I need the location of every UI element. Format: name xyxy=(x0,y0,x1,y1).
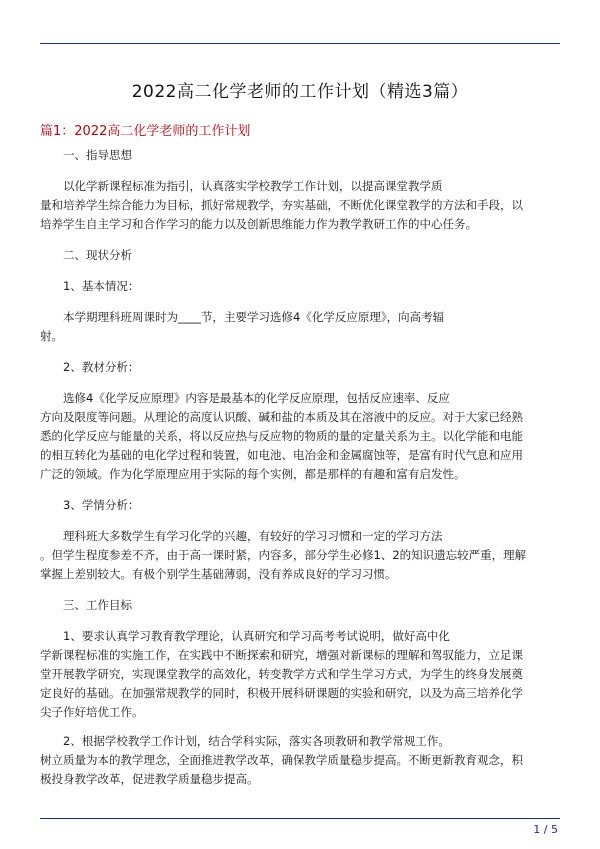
heading-work-goals: 三、工作目标 xyxy=(63,598,132,612)
paragraph-line: 2、根据学校教学工作计划，结合学科实际，落实各项教研和教学常规工作。 xyxy=(40,734,450,748)
paragraph-line: 方向及限度等问题。从理论的高度认识酸、碱和盐的本质及其在溶液中的反应。对于大家已经熟 xyxy=(40,410,523,424)
section-title: 篇1：2022高二化学老师的工作计划 xyxy=(40,124,251,139)
paragraph-line: 树立质量为本的教学理念，全面推进教学改革，确保教学质量稳步提高。不断更新教育观念，积 xyxy=(40,753,523,767)
paragraph-line: 选修4《化学反应原理》内容是最基本的化学反应原理，包括反应速率、反应 xyxy=(40,391,450,405)
paragraph-line: 定良好的基础。在加强常规教学的同时，积极开展科研课题的实验和研究，以及为高三培养化学 xyxy=(40,686,523,700)
document-title: 2022高二化学老师的工作计划（精选3篇） xyxy=(131,82,469,102)
paragraph-line: 本学期理科班周课时为____节，主要学习选修4《化学反应原理》，向高考辐 xyxy=(40,310,445,324)
paragraph-student-analysis xyxy=(40,527,560,584)
paragraph-line: 的相互转化为基础的电化学过程和装置，如电池、电冶金和金属腐蚀等，是富有时代气息和应用 xyxy=(40,448,523,462)
paragraph-guiding-ideology xyxy=(40,177,560,234)
paragraph-line: 培养学生自主学习和合作学习的能力以及创新思维能力作为教学教研工作的中心任务。 xyxy=(40,217,477,231)
paragraph-line: 悉的化学反应与能量的关系，将以反应热与反应物的物质的量的定量关系为主。以化学能和电能 xyxy=(40,429,523,443)
heading-status-analysis: 二、现状分析 xyxy=(63,248,132,262)
paragraph-basic-situation xyxy=(40,308,560,346)
paragraph-line: 量和培养学生综合能力为目标，抓好常规教学，夯实基础，不断优化课堂教学的方法和手段，以 xyxy=(40,198,523,212)
page-number: 1 / 5 xyxy=(533,823,558,836)
paragraph-line: 。但学生程度参差不齐，由于高一课时紧，内容多，部分学生必修1、2的知识遗忘较严重，理解 xyxy=(40,548,527,562)
heading-textbook-analysis: 2、教材分析： xyxy=(63,360,140,374)
heading-student-analysis: 3、学情分析： xyxy=(63,498,140,512)
paragraph-work-goal-2 xyxy=(40,732,560,789)
document-body xyxy=(40,146,560,789)
paragraph-work-goal-1 xyxy=(40,627,560,722)
footer-rule xyxy=(40,818,560,819)
paragraph-textbook-analysis xyxy=(40,389,560,484)
paragraph-line: 广泛的领域。作为化学原理应用于实际的每个实例，都是那样的有趣和富有启发性。 xyxy=(40,467,466,481)
heading-guiding-ideology: 一、指导思想 xyxy=(63,148,132,162)
paragraph-line: 1、要求认真学习教育教学理论，认真研究和学习高考考试说明，做好高中化 xyxy=(40,629,450,643)
header-rule xyxy=(40,43,560,44)
paragraph-line: 理科班大多数学生有学习化学的兴趣，有较好的学习习惯和一定的学习方法 xyxy=(40,529,443,543)
paragraph-line: 以化学新课程标准为指引，认真落实学校教学工作计划，以提高课堂教学质 xyxy=(40,179,443,193)
paragraph-line: 掌握上差别较大。有极个别学生基础薄弱，没有养成良好的学习习惯。 xyxy=(40,567,397,581)
paragraph-line: 射。 xyxy=(40,329,63,343)
paragraph-line: 学新课程标准的实施工作，在实践中不断探索和研究，增强对新课标的理解和驾驭能力，立足课 xyxy=(40,648,523,662)
paragraph-line: 极投身教学改革，促进教学质量稳步提高。 xyxy=(40,772,259,786)
paragraph-line: 尖子作好培优工作。 xyxy=(40,705,144,719)
paragraph-line: 堂开展教学研究，实现课堂教学的高效化，转变教学方式和学生学习方式，为学生的终身发展奠 xyxy=(40,667,523,681)
heading-basic-situation: 1、基本情况： xyxy=(63,279,140,293)
